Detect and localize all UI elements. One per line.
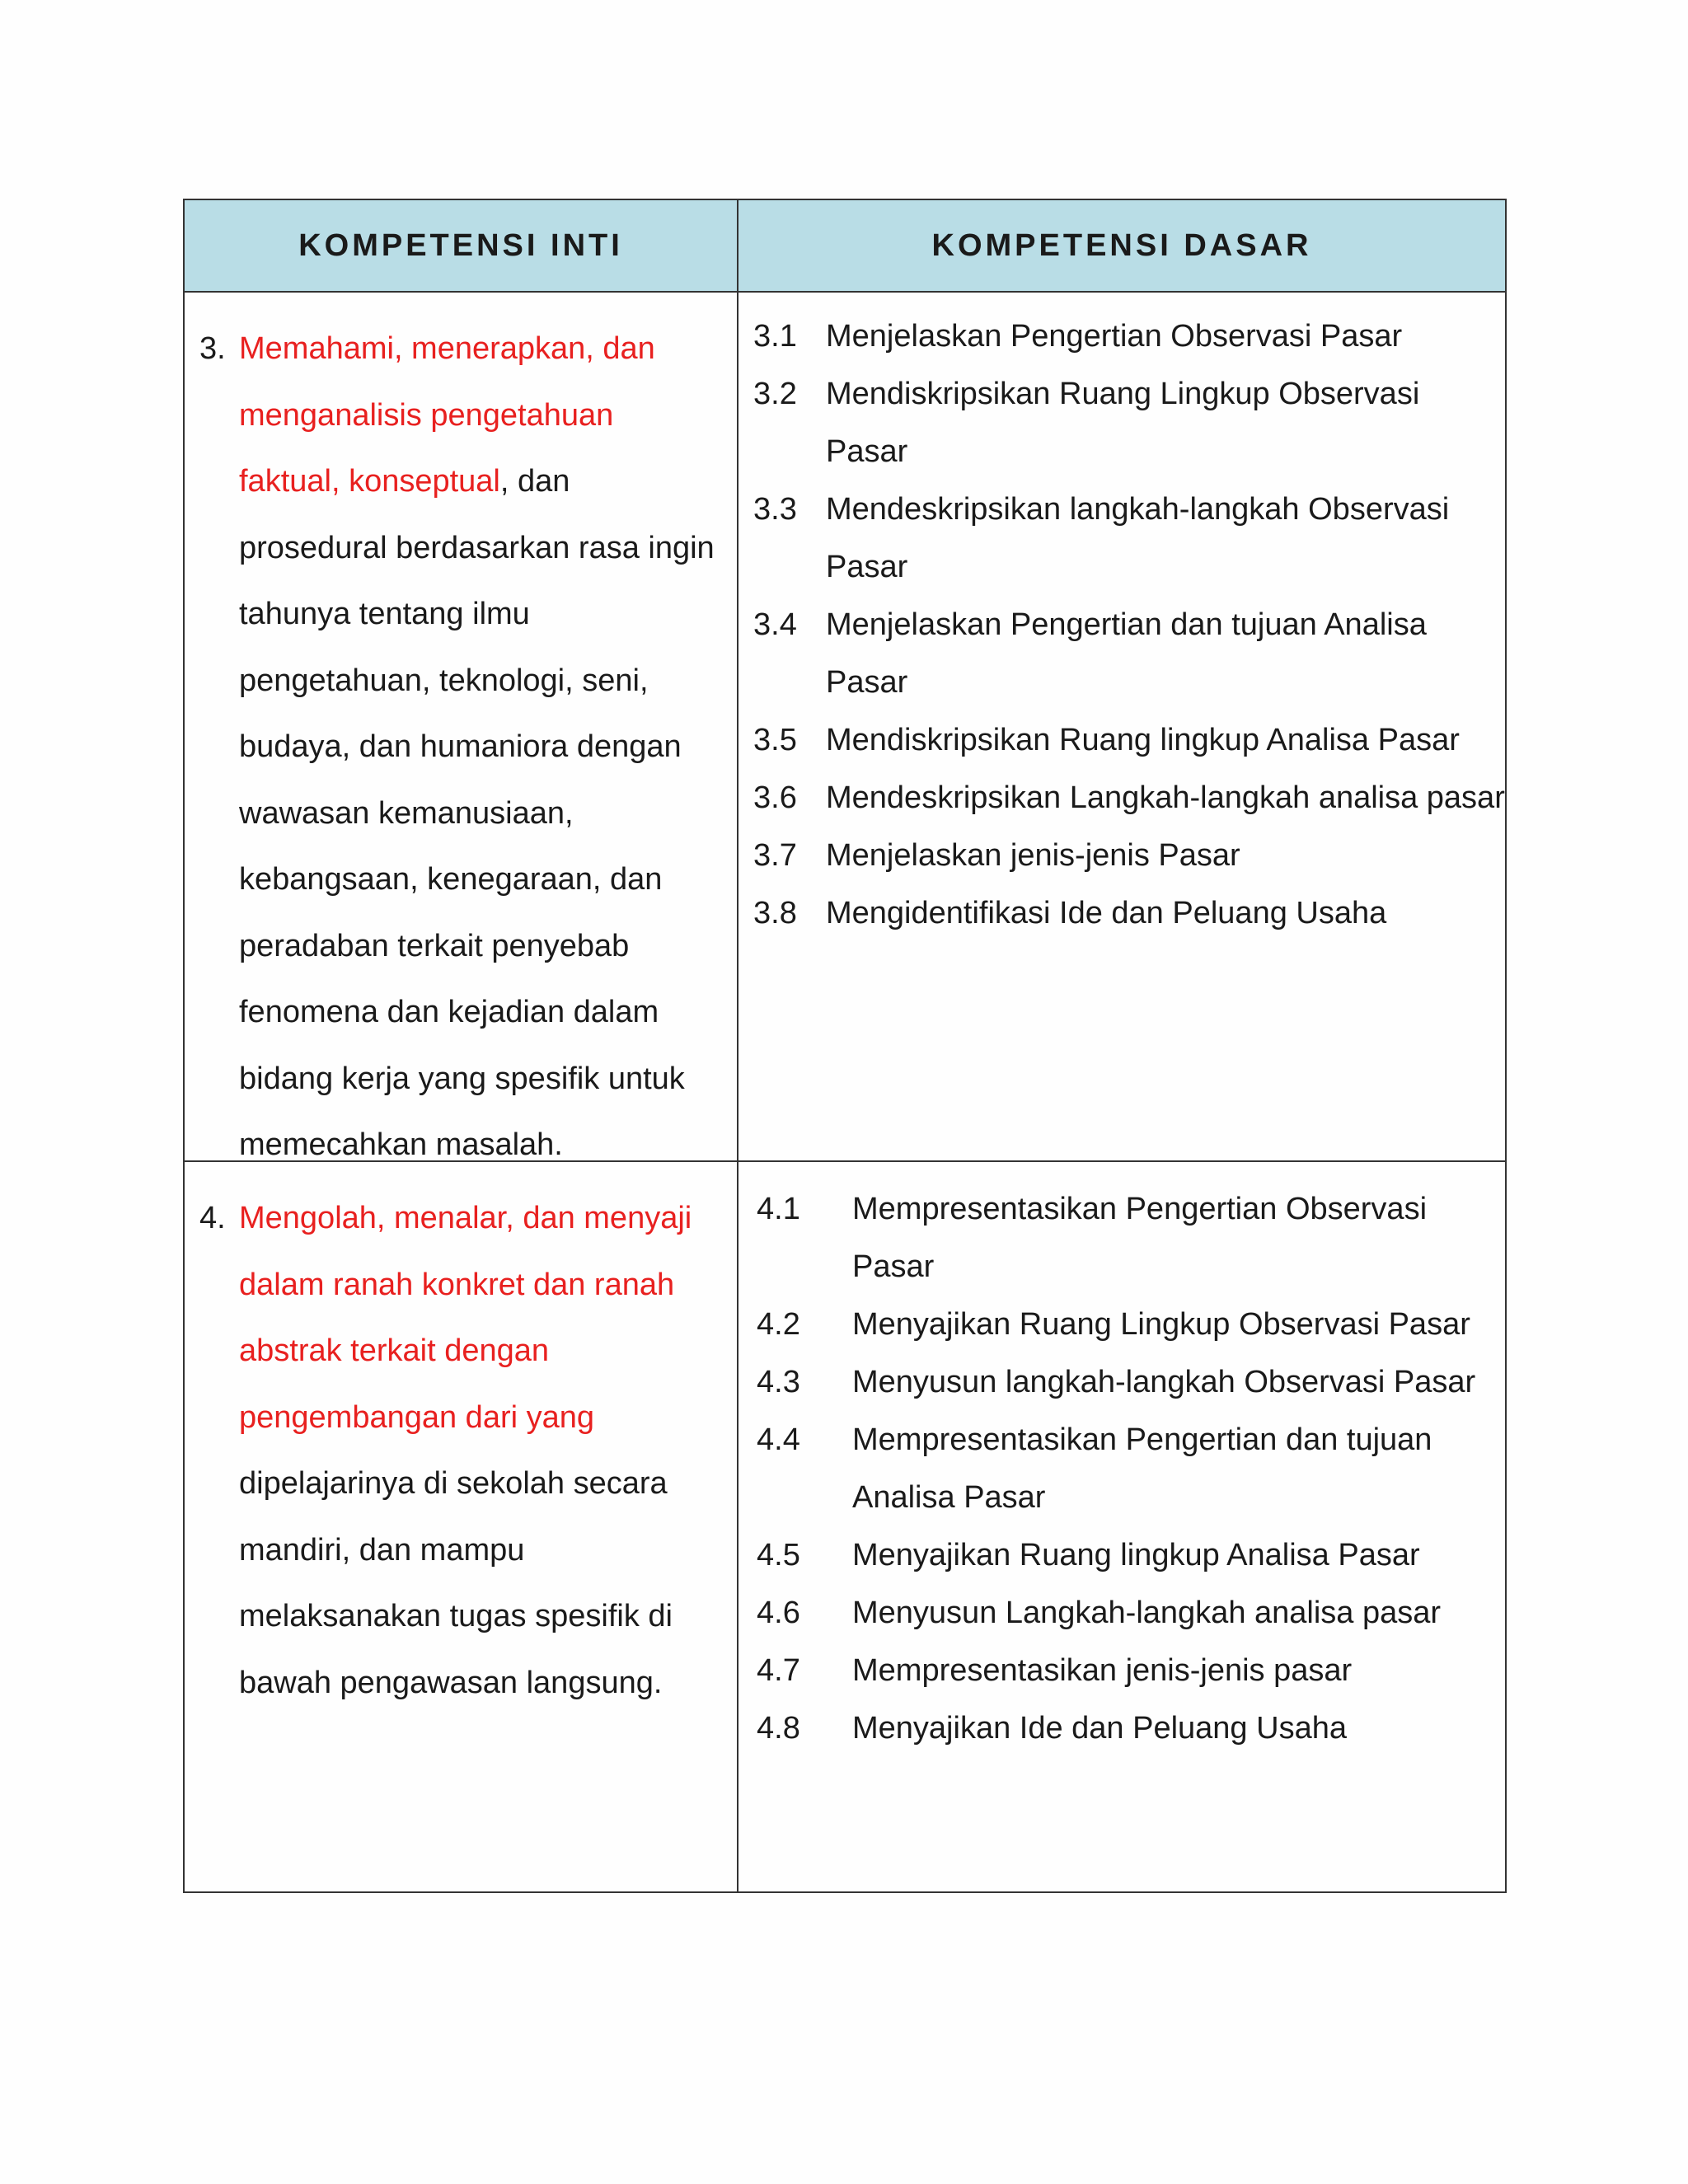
kd-number: 4.1 [757, 1192, 800, 1226]
list-item [738, 827, 1505, 884]
list-item [738, 1699, 1505, 1757]
kd-text: Menjelaskan Pengertian dan tujuan Analisa Pasar [826, 607, 1427, 700]
kd-number: 3.3 [753, 492, 797, 527]
kd-text: Menyajikan Ruang lingkup Analisa Pasar [852, 1538, 1420, 1572]
ki3-highlight: Memahami, menerapkan, dan menganalisis pengetahuan faktual, konseptual [239, 331, 655, 499]
list-item [738, 1584, 1505, 1642]
list-item [738, 769, 1505, 827]
kd-number: 4.5 [757, 1538, 800, 1572]
kd4-cell [738, 1162, 1505, 1891]
list-item [738, 596, 1505, 711]
kd-number: 3.5 [753, 723, 797, 757]
kd3-cell [738, 293, 1505, 1160]
kd-text: Mempresentasikan jenis-jenis pasar [852, 1653, 1353, 1688]
list-item [738, 884, 1505, 942]
list-item [738, 1411, 1505, 1526]
list-item [738, 480, 1505, 596]
kd-number: 3.4 [753, 607, 797, 642]
kd-number: 4.8 [757, 1711, 800, 1746]
kd-number: 4.2 [757, 1307, 800, 1342]
kd-text: Menjelaskan jenis-jenis Pasar [826, 838, 1240, 873]
kd-text: Menyajikan Ide dan Peluang Usaha [852, 1711, 1347, 1746]
kd-text: Mendiskripsikan Ruang lingkup Analisa Pasar [826, 723, 1460, 757]
table-header [185, 200, 1505, 293]
list-item [738, 711, 1505, 769]
ki3-rest: , dan prosedural berdasarkan rasa ingin tahunya tentang ilmu pengetahuan, teknologi, seni, budaya, dan humaniora dengan wawasan kemanusiaan, kebangsaan, kenegaraan, dan peradaban terkait penyebab fenomena dan kejadian dalam bidang kerja yang spesifik untuk memecahkan masalah. [239, 464, 715, 1162]
list-item [738, 1526, 1505, 1584]
kd-number: 3.6 [753, 780, 797, 815]
kd-number: 3.2 [753, 377, 797, 411]
competency-table [183, 199, 1507, 1893]
kd-text: Mendiskripsikan Ruang Lingkup Observasi Pasar [826, 377, 1420, 469]
kd-text: Mendeskripsikan langkah-langkah Observasi Pasar [826, 492, 1450, 584]
kd3-list [738, 293, 1505, 942]
kd-number: 4.6 [757, 1596, 800, 1630]
kd-text: Mempresentasikan Pengertian Observasi Pasar [852, 1192, 1428, 1284]
ki4-highlight: Mengolah, menalar, dan menyaji dalam ranah konkret dan ranah abstrak terkait dengan pengembangan dari yang [239, 1201, 692, 1435]
list-item [738, 1642, 1505, 1699]
table-row-ki4 [185, 1162, 1505, 1891]
kd-number: 3.8 [753, 896, 797, 930]
ki4-rest: dipelajarinya di sekolah secara mandiri, dan mampu melaksanakan tugas spesifik di bawah pengawasan langsung. [239, 1466, 673, 1700]
kd-text: Mengidentifikasi Ide dan Peluang Usaha [826, 896, 1387, 930]
table-row-ki3 [185, 293, 1505, 1162]
kd-text: Menyusun langkah-langkah Observasi Pasar [852, 1365, 1476, 1399]
kd-text: Menyajikan Ruang Lingkup Observasi Pasar [852, 1307, 1470, 1342]
kd-text: Mendeskripsikan Langkah-langkah analisa pasar [826, 780, 1505, 815]
header-kompetensi-dasar: KOMPETENSI DASAR [931, 227, 1312, 263]
list-item [738, 307, 1505, 365]
kd-text: Mempresentasikan Pengertian dan tujuan Analisa Pasar [852, 1422, 1432, 1515]
kd-text: Menyusun Langkah-langkah analisa pasar [852, 1596, 1442, 1630]
ki4-text [185, 1162, 737, 1716]
header-kompetensi-inti: KOMPETENSI INTI [185, 200, 738, 291]
ki3-cell [185, 293, 738, 1160]
kd-number: 4.3 [757, 1365, 800, 1399]
ki4-number: 4. [199, 1201, 226, 1235]
kd-text: Menjelaskan Pengertian Observasi Pasar [826, 319, 1403, 354]
ki3-number: 3. [199, 331, 226, 366]
ki3-text [185, 293, 737, 1179]
kd-number: 3.1 [753, 319, 797, 354]
list-item [738, 365, 1505, 480]
kd4-list [738, 1162, 1505, 1757]
kd-number: 4.7 [757, 1653, 800, 1688]
ki4-cell [185, 1162, 738, 1891]
kd-number: 3.7 [753, 838, 797, 873]
list-item [738, 1180, 1505, 1296]
list-item [738, 1296, 1505, 1353]
kd-number: 4.4 [757, 1422, 800, 1457]
list-item [738, 1353, 1505, 1411]
